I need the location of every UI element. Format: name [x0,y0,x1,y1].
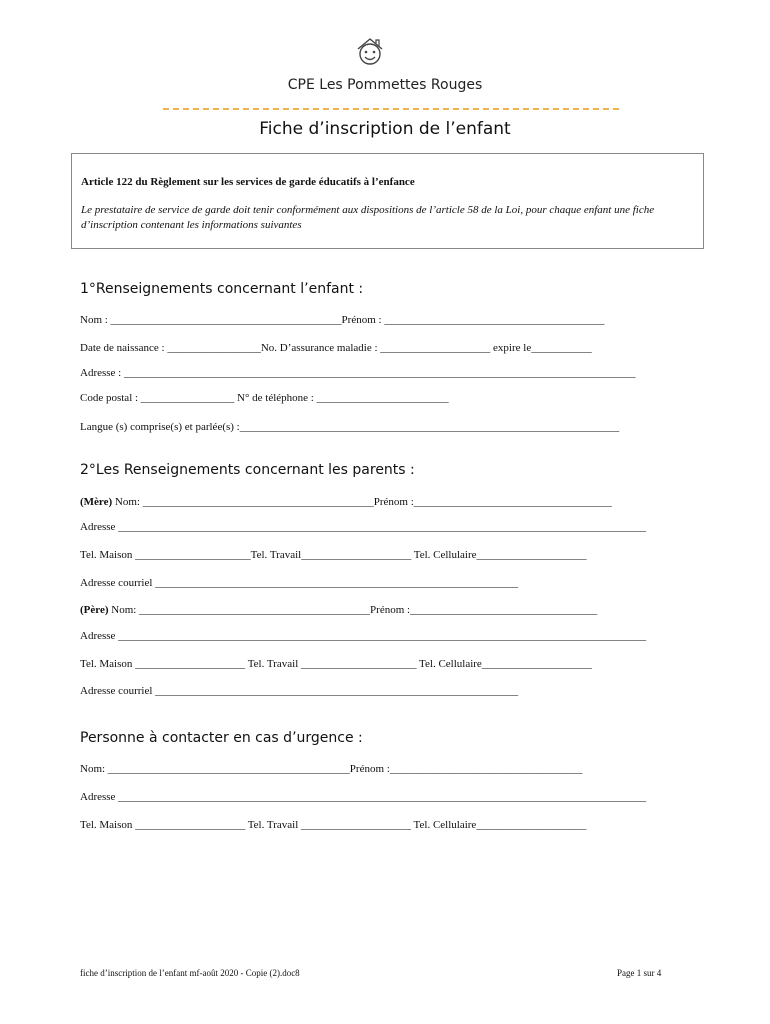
mother-name-line: Nom: __________________________________________Prénom :____________________________________ [112,496,612,508]
father-name-line: Nom: __________________________________________Prénom :__________________________________ [108,604,598,616]
smiling-house-logo-icon [353,34,387,68]
emergency-name-field[interactable]: Nom: ____________________________________________Prénom :___________________________________ [80,763,583,775]
mother-phones-field[interactable]: Tel. Maison _____________________Tel. Travail____________________ Tel. Cellulaire____________________ [80,549,587,561]
child-language-field[interactable]: Langue (s) comprise(s) et parlée(s) :_____________________________________________________________________ [80,421,620,433]
father-name-field[interactable] [80,604,597,616]
child-name-field[interactable]: Nom : __________________________________________Prénom : ________________________________________ [80,314,605,326]
father-address-field[interactable]: Adresse ________________________________________________________________________________________________ [80,630,647,642]
emergency-phones-field[interactable]: Tel. Maison ____________________ Tel. Travail ____________________ Tel. Cellulaire____________________ [80,819,587,831]
article-box [71,153,704,249]
header-divider [163,108,619,110]
article-text: Le prestataire de service de garde doit tenir conformément aux dispositions de l’article 58 de la Loi, pour chaque enfant une fiche d’inscription contenant les informations suivantes [81,204,655,231]
father-label: (Père) [80,604,109,616]
child-birthdate-field[interactable]: Date de naissance : _________________No. D’assurance maladie : ____________________ expire le___________ [80,342,592,354]
footer-filename: fiche d’inscription de l’enfant mf-août 2020 - Copie (2).doc8 [80,968,300,978]
father-email-field[interactable]: Adresse courriel __________________________________________________________________ [80,685,519,697]
organization-name: CPE Les Pommettes Rouges [287,77,483,93]
footer-page-number: Page 1 sur 4 [617,968,662,978]
section-child-heading: 1°Renseignements concernant l’enfant : [80,281,364,297]
mother-label: (Mère) [80,496,113,508]
article-title: Article 122 du Règlement sur les services de garde éducatifs à l’enfance [81,176,415,188]
child-postal-phone-field[interactable]: Code postal : _________________ N° de téléphone : ________________________ [80,392,449,404]
child-address-field[interactable]: Adresse : _____________________________________________________________________________________________ [80,367,636,379]
emergency-address-field[interactable]: Adresse ________________________________________________________________________________________________ [80,791,647,803]
mother-address-field[interactable]: Adresse ________________________________________________________________________________________________ [80,521,647,533]
page-title: Fiche d’inscription de l’enfant [259,119,511,139]
father-phones-field[interactable]: Tel. Maison ____________________ Tel. Travail _____________________ Tel. Cellulaire____________________ [80,658,592,670]
section-parents-heading: 2°Les Renseignements concernant les parents : [80,462,415,478]
mother-name-field[interactable] [80,496,612,508]
section-emergency-heading: Personne à contacter en cas d’urgence : [80,730,363,746]
mother-email-field[interactable]: Adresse courriel __________________________________________________________________ [80,577,519,589]
